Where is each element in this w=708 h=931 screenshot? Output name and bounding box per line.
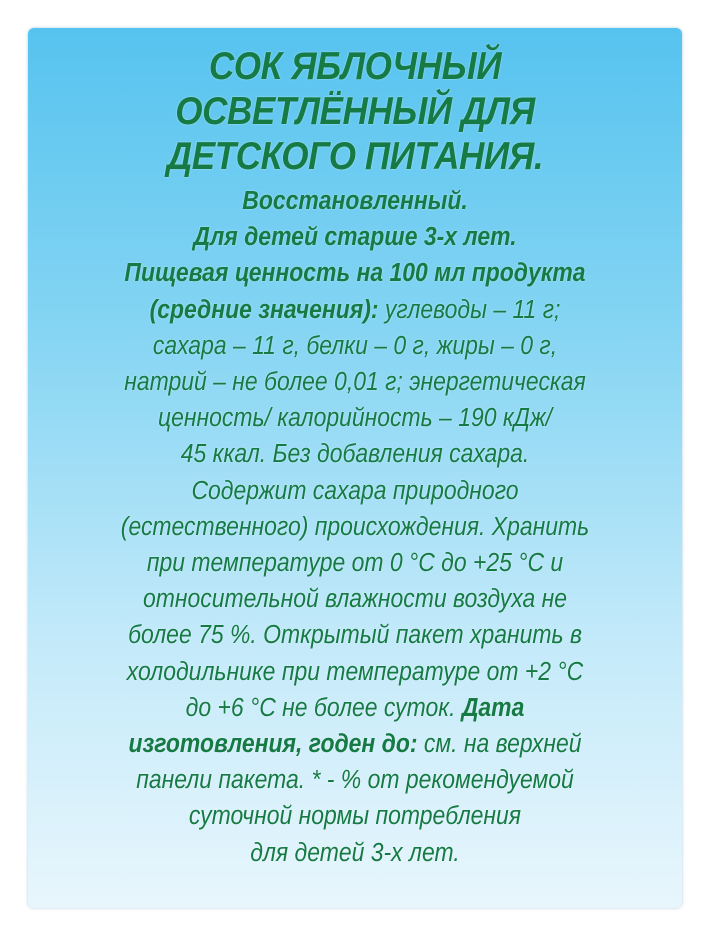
footnote-line-3: для детей 3-х лет.	[250, 838, 460, 867]
footnote-line-1: панели пакета. * - % от рекомендуемой	[136, 766, 574, 795]
storage-line-5	[61, 690, 650, 726]
storage-line-4: холодильнике при температуре от +2 °С	[126, 657, 584, 686]
restored-label: Восстановленный.	[242, 187, 468, 215]
title-line-1: СОК ЯБЛОЧНЫЙ	[208, 45, 502, 88]
label-text	[28, 44, 682, 871]
average-values-label: (средние значения):	[149, 295, 379, 324]
storage-duration-text: до +6 °С не более суток.	[185, 693, 462, 722]
manufacture-expiry-label: изготовления, годен до:	[128, 730, 418, 759]
storage-line-2: относительной влажности воздуха не	[142, 585, 568, 614]
nutrition-line-5: 45 ккал. Без добавления сахара.	[180, 440, 530, 469]
product-description	[61, 183, 650, 871]
date-label: Дата	[461, 693, 525, 722]
title-line-3: ДЕТСКОГО ПИТАНИЯ.	[166, 135, 544, 178]
see-top-text: см. на верхней	[417, 730, 582, 759]
storage-line-3: более 75 %. Открытый пакет хранить в	[128, 621, 582, 650]
carbs-text: углеводы – 11 г;	[378, 295, 561, 324]
nutrition-line-4: ценность/ калорийность – 190 кДж/	[157, 404, 553, 433]
nutrition-line-3: натрий – не более 0,01 г; энергетическая	[124, 368, 586, 397]
date-line	[61, 726, 650, 762]
label-panel	[28, 28, 682, 908]
nutrition-line-1	[61, 292, 650, 328]
storage-line-1: при температуре от 0 °С до +25 °С и	[146, 549, 564, 578]
title-line-2: ОСВЕТЛЁННЫЙ ДЛЯ	[175, 90, 535, 133]
sugar-line-2: (естественного) происхождения. Хранить	[120, 512, 590, 541]
footnote-line-2: суточной нормы потребления	[188, 802, 522, 831]
nutrition-heading: Пищевая ценность на 100 мл продукта	[124, 259, 586, 288]
sugar-line-1: Содержит сахара природного	[191, 476, 519, 505]
nutrition-line-2: сахара – 11 г, белки – 0 г, жиры – 0 г,	[152, 331, 558, 360]
age-label: Для детей старше 3-х лет.	[193, 223, 517, 252]
product-title	[61, 44, 650, 179]
